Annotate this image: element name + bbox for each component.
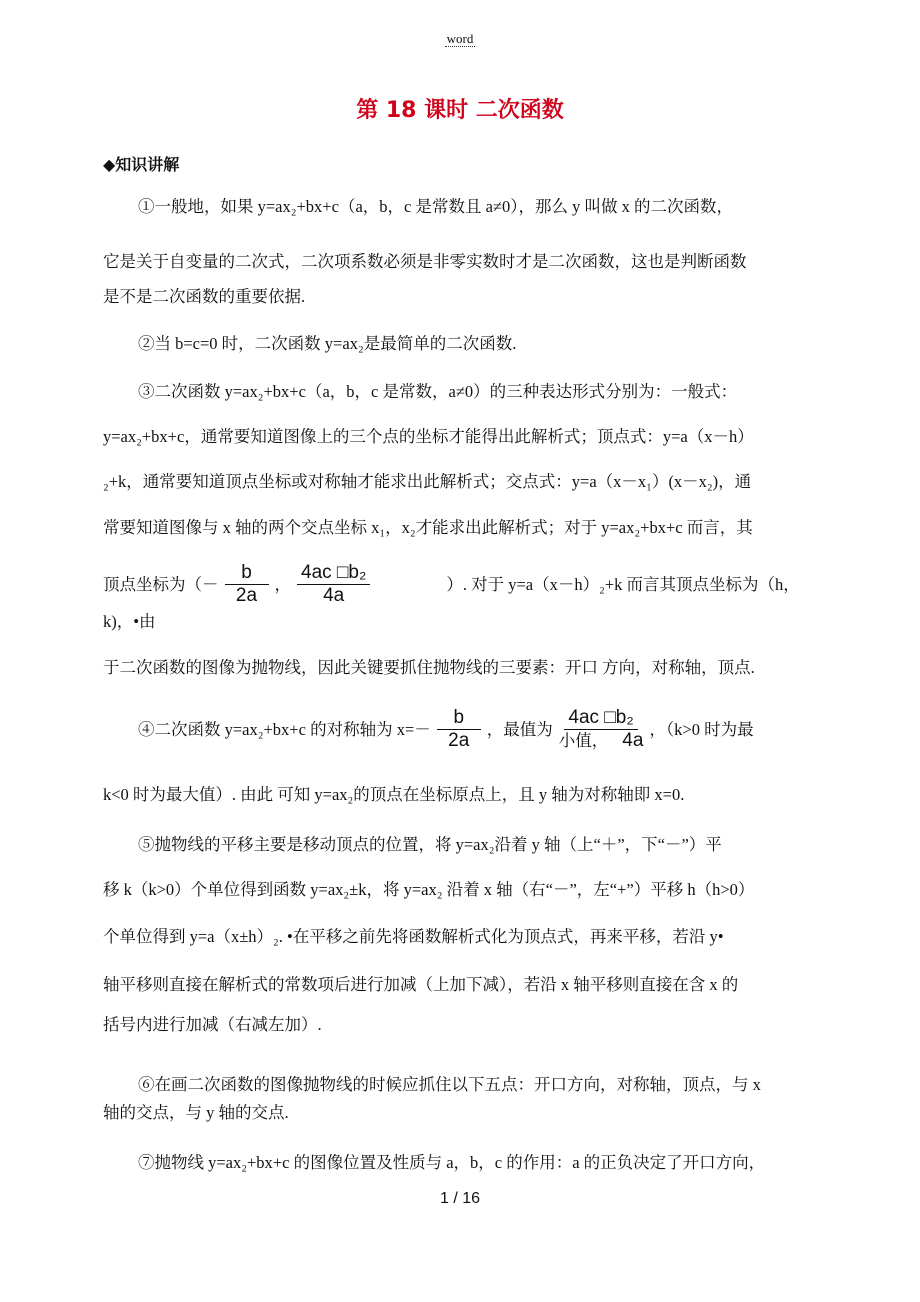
paragraph-line: 轴的交点，与 y 轴的交点. xyxy=(103,1103,289,1122)
axis-of-symmetry-line xyxy=(138,707,754,752)
fraction-numerator: b xyxy=(437,707,481,730)
paragraph-line: 它是关于自变量的二次式，二次项系数必须是非零实数时才是二次函数，这也是判断函数 xyxy=(103,252,747,271)
fraction-denominator-text: 4a xyxy=(622,730,644,751)
paragraph-text: ， xyxy=(274,574,291,594)
paragraph-line: ₂+k，通常要知道顶点坐标或对称轴才能求出此解析式；交点式：y=a（x－x₁）(x－x₂)，通 xyxy=(103,472,752,491)
section-heading: ◆知识讲解 xyxy=(103,155,180,174)
fraction-denominator xyxy=(323,585,344,607)
paragraph-line: ②当 b=c=0 时，二次函数 y=ax₂是最简单的二次函数. xyxy=(138,334,517,353)
paragraph-text: ，最值为 xyxy=(486,719,553,739)
fraction-denominator-text: 2a xyxy=(448,730,470,751)
fraction-numerator: b xyxy=(225,562,269,585)
paragraph-line: 轴平移则直接在解析式的常数项后进行加减（上加下减），若沿 x 轴平移则直接在含 x 的 xyxy=(103,975,739,994)
page-header xyxy=(0,31,920,47)
paragraph-text: 小值， xyxy=(558,731,609,750)
fraction-4ac-b2-over-4a xyxy=(559,707,644,752)
fraction-denominator xyxy=(448,730,469,752)
fraction-numerator: 4ac □b₂ xyxy=(564,707,637,730)
fraction-neg-b-over-2a xyxy=(437,707,481,752)
page-title: 第 18 课时 二次函数 xyxy=(356,98,564,123)
paragraph-line: 个单位得到 y=a（x±h）₂. •在平移之前先将函数解析式化为顶点式，再来平移，若沿 y• xyxy=(103,927,724,946)
paragraph-line: ⑤抛物线的平移主要是移动顶点的位置，将 y=ax₂沿着 y 轴（上“＋”，下“－”）平 xyxy=(138,835,722,854)
page-number: 1 / 16 xyxy=(439,1190,481,1207)
fraction-denominator-text: 4a xyxy=(323,585,345,606)
paragraph-text: ，（k>0 时为最 xyxy=(649,719,754,739)
vertex-formula-line xyxy=(103,562,800,607)
paragraph-text: ④二次函数 y=ax₂+bx+c 的对称轴为 x=－ xyxy=(138,719,431,739)
paragraph-line: 移 k（k>0）个单位得到函数 y=ax₂±k，将 y=ax₂ 沿着 x 轴（右“－”，左“+”）平移 h（h>0） xyxy=(103,880,755,899)
fraction-denominator xyxy=(236,585,257,607)
fraction-denominator xyxy=(559,730,644,752)
paragraph-line: ⑥在画二次函数的图像抛物线的时候应抓住以下五点：开口方向，对称轴，顶点，与 x xyxy=(138,1075,761,1094)
paragraph-line: ③二次函数 y=ax₂+bx+c（a，b，c 是常数，a≠0）的三种表达形式分别为：一般式： xyxy=(138,382,738,401)
paragraph-text: 顶点坐标为（－ xyxy=(103,574,219,594)
fraction-numerator: 4ac □b₂ xyxy=(297,562,370,585)
paragraph-line: ①一般地，如果 y=ax₂+bx+c（a，b，c 是常数且 a≠0），那么 y 叫做 x 的二次函数， xyxy=(138,197,733,216)
fraction-4ac-b2-over-4a xyxy=(297,562,370,607)
fraction-denominator-text: 2a xyxy=(235,585,258,606)
paragraph-line: 常要知道图像与 x 轴的两个交点坐标 x₁，x₂才能求出此解析式；对于 y=ax₂+bx+c 而言，其 xyxy=(103,518,753,537)
paragraph-line: 括号内进行加减（右减左加）. xyxy=(103,1015,322,1034)
paragraph-text: ）. 对于 y=a（x－h）₂+k 而言其顶点坐标为（h， xyxy=(446,574,800,594)
paragraph-line: k<0 时为最大值）. 由此 可知 y=ax₂的顶点在坐标原点上，且 y 轴为对称轴即 x=0. xyxy=(103,785,685,804)
paragraph-line: k)，•由 xyxy=(103,612,156,631)
header-text: word xyxy=(446,31,474,46)
paragraph-line: ⑦抛物线 y=ax₂+bx+c 的图像位置及性质与 a，b，c 的作用：a 的正负决定了开口方向， xyxy=(138,1153,766,1172)
fraction-neg-b-over-2a xyxy=(225,562,269,607)
paragraph-line: 是不是二次函数的重要依据. xyxy=(103,287,306,306)
paragraph-line: 于二次函数的图像为抛物线，因此关键要抓住抛物线的三要素：开口 方向，对称轴，顶点. xyxy=(103,658,755,677)
paragraph-line: y=ax₂+bx+c，通常要知道图像上的三个点的坐标才能得出此解析式；顶点式：y=a（x－h） xyxy=(103,427,754,446)
